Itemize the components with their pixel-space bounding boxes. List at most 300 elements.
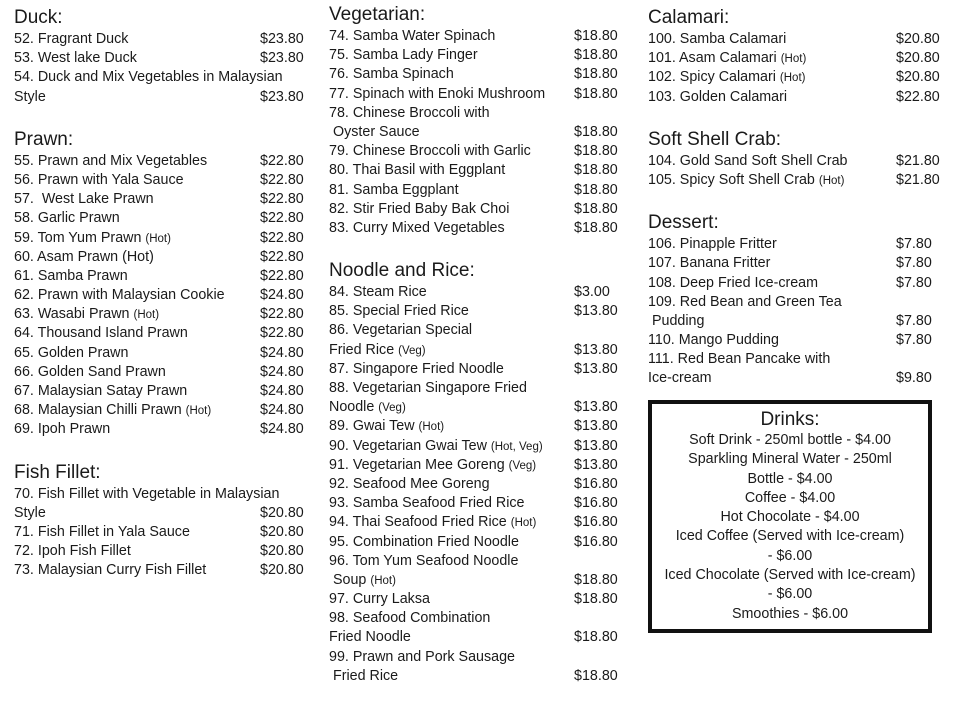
- menu-item-name: [14, 229, 260, 249]
- section-noodle-and-rice: [329, 259, 616, 686]
- menu-item-text: 57. West Lake Prawn: [14, 191, 154, 208]
- menu-item-text: 70. Fish Fillet with Vegetable in Malaysian: [14, 485, 280, 502]
- menu-item-name: [14, 152, 260, 171]
- menu-item-text: 99. Prawn and Pork Sausage: [329, 648, 515, 665]
- menu-item-name: [329, 321, 616, 340]
- section-fish-fillet: [14, 461, 302, 581]
- menu-item-price: $24.80: [260, 421, 304, 438]
- menu-item: [329, 475, 616, 494]
- menu-item: [14, 485, 302, 523]
- menu-item-name: [14, 363, 260, 382]
- menu-item-note: (Hot): [780, 53, 807, 66]
- menu-item-name: [648, 293, 938, 312]
- menu-item-text: 104. Gold Sand Soft Shell Crab: [648, 152, 848, 169]
- menu-item-text: 89. Gwai Tew: [329, 418, 415, 435]
- menu-item-price: $13.80: [574, 341, 618, 358]
- menu-item-text: 77. Spinach with Enoki Mushroom: [329, 85, 546, 102]
- menu-item-text: 78. Chinese Broccoli with: [329, 104, 490, 121]
- menu-item-text: 61. Samba Prawn: [14, 267, 128, 284]
- menu-item-name: [14, 324, 260, 343]
- menu-item-name: [14, 485, 302, 504]
- menu-item-name: [648, 235, 896, 254]
- menu-item-text: 56. Prawn with Yala Sauce: [14, 171, 184, 188]
- menu-item-text: Style: [14, 88, 46, 105]
- menu-item-name: [329, 533, 574, 552]
- menu-item-price: $7.80: [896, 274, 932, 291]
- menu-item: [329, 65, 616, 84]
- section-dessert: [648, 211, 938, 389]
- menu-item-price: $24.80: [260, 363, 304, 380]
- menu-item-price: $13.80: [574, 399, 618, 416]
- menu-item-price: $20.80: [896, 50, 940, 67]
- menu-item-name: [329, 628, 574, 647]
- section-title: Dessert:: [648, 212, 719, 234]
- menu-item: [329, 142, 616, 161]
- menu-item-price: $18.80: [574, 47, 618, 64]
- menu-item: [329, 219, 616, 238]
- menu-item-name: [14, 401, 260, 421]
- menu-item: [329, 302, 616, 321]
- menu-item-text: 88. Vegetarian Singapore Fried: [329, 380, 527, 396]
- menu-item: [329, 85, 616, 104]
- menu-item-text: 100. Samba Calamari: [648, 31, 787, 47]
- menu-item: [329, 200, 616, 219]
- menu-item: [648, 171, 938, 190]
- drinks-line: Coffee - $4.00: [744, 489, 836, 506]
- menu-item-price: $24.80: [260, 287, 304, 304]
- menu-item-text: 81. Samba Eggplant: [329, 181, 459, 198]
- menu-item: [648, 350, 938, 388]
- menu-item-price: $18.80: [574, 66, 618, 83]
- menu-item: [14, 401, 302, 420]
- menu-item-price: $18.80: [574, 123, 618, 140]
- menu-item-text: Soup: [329, 571, 367, 588]
- drinks-line: Soft Drink - 250ml bottle - $4.00: [689, 432, 891, 448]
- menu-item-price: $9.80: [896, 370, 932, 387]
- menu-item-text: 60. Asam Prawn (Hot): [14, 248, 154, 265]
- menu-item-text: 75. Samba Lady Finger: [329, 47, 478, 64]
- menu-item: [648, 88, 938, 107]
- menu-item-name: [648, 254, 896, 273]
- menu-item-price: $24.80: [260, 344, 304, 361]
- menu-item: [329, 533, 616, 552]
- menu-item-text: 53. West lake Duck: [14, 50, 137, 67]
- section-title: Prawn:: [14, 128, 74, 150]
- menu-item-price: $22.80: [260, 171, 304, 188]
- menu-item-price: $24.80: [260, 383, 304, 399]
- menu-item-text: 79. Chinese Broccoli with Garlic: [329, 143, 531, 160]
- menu-item: [14, 542, 302, 561]
- menu-item: [648, 152, 938, 171]
- menu-item-note: (Veg): [378, 402, 406, 415]
- menu-item: [14, 171, 302, 190]
- section-title: Calamari:: [648, 7, 730, 28]
- menu-item: [648, 274, 938, 293]
- menu-column-middle: [329, 0, 616, 707]
- menu-item-text: 102. Spicy Calamari: [648, 69, 776, 86]
- menu-item: [648, 68, 938, 87]
- menu-item-name: [329, 609, 616, 628]
- menu-item: [14, 305, 302, 324]
- menu-item-text: 84. Steam Rice: [329, 284, 427, 301]
- menu-item-text: 91. Vegetarian Mee Goreng: [329, 456, 505, 473]
- section-soft-shell-crab: [648, 128, 938, 190]
- menu-item: [329, 590, 616, 609]
- menu-item-text: 59. Tom Yum Prawn: [14, 229, 142, 246]
- drinks-line: Hot Chocolate - $4.00: [720, 509, 860, 526]
- section-duck: [14, 6, 302, 107]
- menu-item-name: [14, 209, 260, 228]
- menu-item-text: 92. Seafood Mee Goreng: [329, 475, 490, 492]
- menu-item-price: $18.80: [574, 85, 618, 102]
- menu-item-note: (Veg): [508, 459, 537, 472]
- menu-item-name: [648, 49, 896, 69]
- menu-item: [14, 30, 302, 49]
- menu-item-name: [329, 219, 574, 238]
- menu-item-price: $22.80: [896, 88, 940, 105]
- menu-item-name: [14, 190, 260, 209]
- menu-item-price: $20.80: [896, 69, 940, 86]
- drinks-title: Drinks:: [760, 409, 820, 430]
- menu-item-text: 73. Malaysian Curry Fish Fillet: [14, 562, 207, 579]
- menu-item: [648, 30, 938, 49]
- menu-item-text: 107. Banana Fritter: [648, 255, 771, 272]
- section-calamari: [648, 6, 938, 107]
- menu-item-price: $23.80: [260, 31, 304, 47]
- menu-item-price: $21.80: [896, 152, 940, 169]
- menu-item-text: 101. Asam Calamari: [648, 50, 777, 67]
- menu-item-name: [329, 494, 574, 513]
- menu-item-price: $3.00: [574, 284, 610, 301]
- menu-item-price: $18.80: [574, 591, 618, 608]
- menu-item-price: $18.80: [574, 629, 618, 646]
- menu-item: [648, 293, 938, 331]
- menu-item-text: 68. Malaysian Chilli Prawn: [14, 402, 182, 419]
- menu-item-text: 80. Thai Basil with Eggplant: [329, 162, 506, 179]
- menu-item-text: 54. Duck and Mix Vegetables in Malaysian: [14, 69, 283, 86]
- section-title: Vegetarian:: [329, 4, 426, 25]
- menu-item-text: 55. Prawn and Mix Vegetables: [14, 152, 208, 169]
- menu-item-price: $7.80: [896, 332, 932, 349]
- menu-item-text: 65. Golden Prawn: [14, 344, 129, 361]
- menu-item-note: (Hot): [510, 517, 537, 530]
- menu-item-name: [648, 68, 896, 88]
- menu-item-text: 71. Fish Fillet in Yala Sauce: [14, 523, 190, 540]
- menu-item-price: $22.80: [260, 325, 304, 342]
- menu-item-text: Noodle: [329, 399, 375, 416]
- menu-item: [14, 152, 302, 171]
- menu-item-price: $13.80: [574, 418, 618, 435]
- menu-item-price: $22.80: [260, 306, 304, 323]
- menu-item: [329, 283, 616, 302]
- menu-item-text: 98. Seafood Combination: [329, 610, 491, 627]
- section-title: Soft Shell Crab:: [648, 128, 782, 150]
- menu-item: [14, 523, 302, 542]
- menu-item: [14, 229, 302, 248]
- menu-item-name: [329, 590, 574, 609]
- menu-item-text: 90. Vegetarian Gwai Tew: [329, 437, 487, 454]
- menu-item: [329, 360, 616, 379]
- menu-item-name: [329, 437, 574, 457]
- menu-item: [14, 190, 302, 209]
- menu-item: [329, 181, 616, 200]
- menu-item: [14, 286, 302, 305]
- menu-item-text: 66. Golden Sand Prawn: [14, 363, 166, 380]
- menu-item-price: $22.80: [260, 248, 304, 265]
- menu-item-price: $24.80: [260, 402, 304, 419]
- menu-item: [329, 321, 616, 359]
- menu-item-name: [329, 302, 574, 321]
- menu-item-price: $23.80: [260, 50, 304, 67]
- menu-item-name: [648, 88, 896, 107]
- menu-item-name: [329, 571, 574, 591]
- menu-item: [14, 324, 302, 343]
- menu-item-text: 87. Singapore Fried Noodle: [329, 360, 504, 377]
- menu-item-name: [329, 123, 574, 142]
- menu-item-price: $18.80: [574, 143, 618, 160]
- menu-item-note: (Hot): [370, 574, 396, 587]
- menu-item-name: [648, 152, 896, 171]
- menu-item-price: $21.80: [896, 171, 940, 188]
- menu-item-text: 64. Thousand Island Prawn: [14, 325, 188, 342]
- menu-item-text: 94. Thai Seafood Fried Rice: [329, 514, 507, 531]
- menu-item-note: (Hot): [418, 421, 445, 434]
- menu-item-text: 93. Samba Seafood Fried Rice: [329, 495, 525, 512]
- menu-item: [14, 363, 302, 382]
- menu-item-text: 62. Prawn with Malaysian Cookie: [14, 287, 225, 304]
- menu-item: [329, 379, 616, 417]
- menu-item-name: [329, 648, 616, 667]
- menu-item-price: $20.80: [260, 504, 304, 521]
- menu-item-text: 69. Ipoh Prawn: [14, 421, 111, 438]
- drinks-line: Bottle - $4.00: [747, 470, 833, 487]
- menu-item-text: 103. Golden Calamari: [648, 88, 788, 105]
- menu-item-price: $20.80: [260, 543, 304, 560]
- menu-item: [329, 494, 616, 513]
- section-prawn: [14, 128, 302, 440]
- menu-item-text: Fried Noodle: [329, 629, 411, 646]
- menu-item-name: [648, 331, 896, 350]
- menu-item-text: 67. Malaysian Satay Prawn: [14, 383, 188, 399]
- menu-item-text: Ice-cream: [648, 370, 712, 387]
- menu-item-price: $16.80: [574, 533, 618, 550]
- menu-item-note: (Hot): [779, 72, 806, 85]
- menu-item: [329, 456, 616, 475]
- menu-item-name: [14, 344, 260, 363]
- menu-item-name: [329, 475, 574, 494]
- menu-item: [329, 104, 616, 142]
- menu-item-price: $7.80: [896, 236, 932, 253]
- menu-item-name: [329, 398, 574, 418]
- menu-item-name: [648, 312, 896, 331]
- section-vegetarian: [329, 3, 616, 238]
- menu-item-name: [329, 161, 574, 180]
- menu-item-text: 82. Stir Fried Baby Bak Choi: [329, 200, 510, 217]
- menu-item-price: $18.80: [574, 571, 618, 588]
- menu-item: [14, 68, 302, 106]
- menu-item-name: [14, 523, 260, 542]
- drinks-line: Smoothies - $6.00: [731, 605, 849, 622]
- drinks-line: - $6.00: [767, 586, 813, 603]
- menu-item-name: [14, 382, 260, 401]
- menu-item: [329, 513, 616, 532]
- menu-item-text: 63. Wasabi Prawn: [14, 306, 130, 323]
- menu-item-name: [14, 267, 260, 286]
- menu-item-text: 74. Samba Water Spinach: [329, 28, 496, 44]
- menu-item-name: [14, 542, 260, 561]
- menu-item-text: 111. Red Bean Pancake with: [648, 351, 831, 368]
- menu-item: [648, 235, 938, 254]
- menu-item-name: [329, 379, 616, 398]
- menu-item-price: $18.80: [574, 667, 618, 684]
- menu-item: [329, 417, 616, 436]
- menu-item-name: [329, 85, 574, 104]
- drinks-list: [652, 431, 928, 624]
- menu-item-text: 58. Garlic Prawn: [14, 210, 120, 227]
- menu-item-note: (Hot): [133, 309, 160, 322]
- menu-item: [329, 552, 616, 590]
- menu-item-price: $22.80: [260, 152, 304, 169]
- menu-item-price: $13.80: [574, 437, 618, 454]
- menu-item-price: $22.80: [260, 229, 304, 246]
- menu-item-price: $18.80: [574, 200, 618, 217]
- menu-item-name: [329, 142, 574, 161]
- menu-item-price: $16.80: [574, 495, 618, 512]
- menu-item-price: $7.80: [896, 255, 932, 272]
- menu-item-name: [329, 283, 574, 302]
- menu-item: [14, 420, 302, 439]
- drinks-line: Iced Coffee (Served with Ice-cream): [675, 528, 905, 545]
- menu-item-name: [14, 286, 260, 305]
- menu-item-text: 83. Curry Mixed Vegetables: [329, 219, 505, 236]
- menu-item: [329, 161, 616, 180]
- menu-item-name: [14, 68, 302, 87]
- menu-item-name: [329, 360, 574, 379]
- menu-item-name: [648, 30, 896, 49]
- menu-item-name: [329, 513, 574, 533]
- menu-item-name: [648, 369, 896, 388]
- menu-item-text: 52. Fragrant Duck: [14, 31, 129, 47]
- menu-item-name: [14, 248, 260, 267]
- menu-item-price: $13.80: [574, 456, 618, 473]
- menu-item-note: (Hot, Veg): [490, 440, 543, 453]
- menu-item-text: 72. Ipoh Fish Fillet: [14, 543, 131, 560]
- menu-item: [14, 49, 302, 68]
- menu-item: [14, 267, 302, 286]
- menu-item-text: Fried Rice: [329, 341, 395, 358]
- menu-item-text: 108. Deep Fried Ice-cream: [648, 274, 819, 291]
- menu-item-name: [329, 200, 574, 219]
- menu-item-price: $23.80: [260, 88, 304, 105]
- menu-item-price: $20.80: [260, 523, 304, 540]
- menu-item-price: $22.80: [260, 210, 304, 227]
- menu-item-text: 110. Mango Pudding: [648, 332, 779, 349]
- menu-item-price: $13.80: [574, 303, 618, 320]
- menu-item-name: [329, 27, 574, 46]
- menu-item-note: (Hot): [185, 405, 212, 418]
- menu-item-name: [648, 350, 938, 369]
- menu-item-name: [14, 49, 260, 68]
- menu-item-note: (Veg): [398, 344, 426, 357]
- menu-item-price: $16.80: [574, 514, 618, 531]
- menu-item-name: [329, 46, 574, 65]
- menu-item-text: 85. Special Fried Rice: [329, 303, 469, 320]
- drinks-line: - $6.00: [767, 547, 813, 564]
- menu-item: [329, 648, 616, 686]
- menu-item: [329, 609, 616, 647]
- menu-item-text: 97. Curry Laksa: [329, 591, 430, 608]
- section-title: Fish Fillet:: [14, 461, 101, 483]
- drinks-line: Sparkling Mineral Water - 250ml: [688, 451, 892, 468]
- menu-item: [329, 437, 616, 456]
- menu-item-text: Style: [14, 504, 46, 521]
- menu-item-name: [648, 171, 896, 191]
- menu-item: [14, 248, 302, 267]
- menu-item-name: [14, 561, 260, 580]
- menu-item-text: Fried Rice: [329, 667, 399, 684]
- menu-item-text: 109. Red Bean and Green Tea: [648, 293, 842, 310]
- menu-item-text: Oyster Sauce: [329, 123, 420, 140]
- menu-item-name: [329, 104, 616, 123]
- menu-item-name: [329, 65, 574, 84]
- menu-item-name: [329, 417, 574, 437]
- menu-item: [14, 209, 302, 228]
- menu-item-price: $20.80: [896, 31, 940, 47]
- menu-item: [648, 49, 938, 68]
- menu-item-text: 96. Tom Yum Seafood Noodle: [329, 552, 519, 569]
- menu-column-left: [14, 0, 302, 602]
- menu-item-note: (Hot): [145, 232, 171, 245]
- menu-item-note: (Hot): [818, 174, 845, 187]
- menu-item-text: 106. Pinapple Fritter: [648, 236, 777, 253]
- drinks-line: Iced Chocolate (Served with Ice-cream): [664, 567, 916, 584]
- menu-item: [329, 46, 616, 65]
- menu-item-text: Pudding: [648, 312, 705, 329]
- menu-item-name: [14, 420, 260, 439]
- menu-item: [14, 382, 302, 401]
- section-title: Duck:: [14, 7, 63, 28]
- menu-item-text: 105. Spicy Soft Shell Crab: [648, 171, 815, 188]
- menu-item-price: $18.80: [574, 28, 618, 44]
- menu-item-name: [329, 181, 574, 200]
- menu-item-text: 86. Vegetarian Special: [329, 322, 473, 339]
- menu-item-price: $18.80: [574, 181, 618, 198]
- menu-item-name: [329, 667, 574, 686]
- drinks-box: [648, 400, 932, 633]
- menu-item-text: 95. Combination Fried Noodle: [329, 533, 519, 550]
- menu-item-price: $16.80: [574, 475, 618, 492]
- menu-item-name: [14, 88, 260, 107]
- menu-item-text: 76. Samba Spinach: [329, 66, 454, 83]
- menu-item-name: [14, 30, 260, 49]
- menu-item-name: [648, 274, 896, 293]
- section-title: Noodle and Rice:: [329, 260, 475, 282]
- menu-item-price: $18.80: [574, 219, 618, 236]
- menu-item-price: $20.80: [260, 562, 304, 579]
- menu-item-name: [14, 305, 260, 325]
- menu-item-name: [329, 341, 574, 361]
- menu-item: [648, 331, 938, 350]
- menu-item-price: $22.80: [260, 191, 304, 208]
- menu-item: [648, 254, 938, 273]
- menu-item: [329, 27, 616, 46]
- menu-item: [14, 344, 302, 363]
- menu-item-price: $7.80: [896, 312, 932, 329]
- menu-item-price: $18.80: [574, 162, 618, 179]
- menu-item-price: $13.80: [574, 360, 618, 377]
- menu-column-right: [648, 0, 938, 410]
- menu-item: [14, 561, 302, 580]
